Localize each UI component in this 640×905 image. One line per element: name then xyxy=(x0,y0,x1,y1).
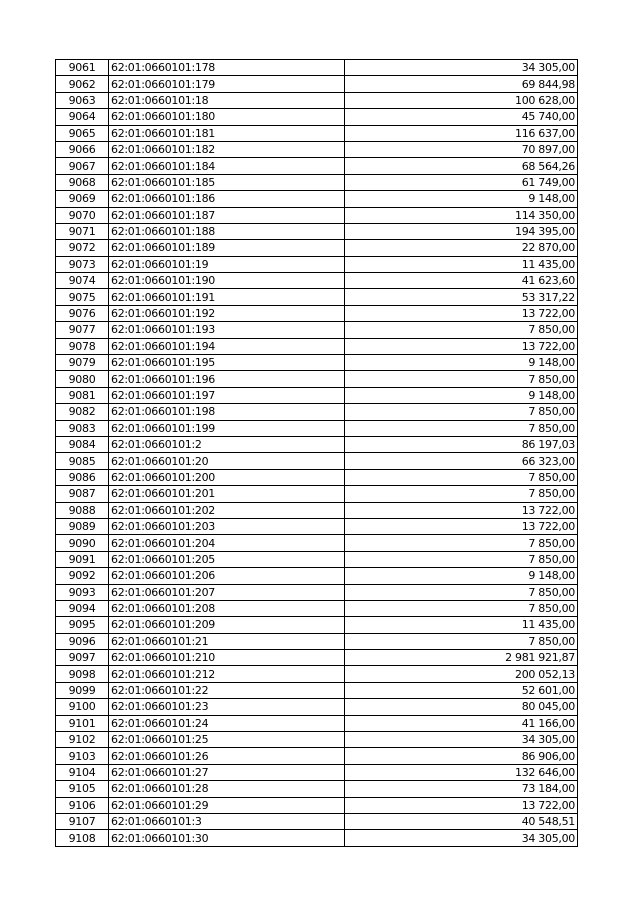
cadastral-number-cell: 62:01:0660101:30 xyxy=(109,830,345,846)
table-row xyxy=(56,764,578,780)
value-cell: 7 850,00 xyxy=(345,584,578,600)
cadastral-number-cell: 62:01:0660101:23 xyxy=(109,699,345,715)
value-cell: 7 850,00 xyxy=(345,551,578,567)
table-row xyxy=(56,420,578,436)
cadastral-number-cell: 62:01:0660101:2 xyxy=(109,436,345,452)
row-number-cell: 9063 xyxy=(56,92,109,108)
value-cell: 7 850,00 xyxy=(345,420,578,436)
row-number-cell: 9076 xyxy=(56,305,109,321)
value-cell: 7 850,00 xyxy=(345,535,578,551)
cadastral-number-cell: 62:01:0660101:212 xyxy=(109,666,345,682)
row-number-cell: 9075 xyxy=(56,289,109,305)
table-row xyxy=(56,355,578,371)
cadastral-number-cell: 62:01:0660101:178 xyxy=(109,60,345,76)
row-number-cell: 9062 xyxy=(56,76,109,92)
value-cell: 86 197,03 xyxy=(345,436,578,452)
cadastral-number-cell: 62:01:0660101:180 xyxy=(109,109,345,125)
value-cell: 9 148,00 xyxy=(345,355,578,371)
row-number-cell: 9064 xyxy=(56,109,109,125)
cadastral-number-cell: 62:01:0660101:189 xyxy=(109,240,345,256)
cadastral-number-cell: 62:01:0660101:188 xyxy=(109,223,345,239)
value-cell: 13 722,00 xyxy=(345,305,578,321)
row-number-cell: 9092 xyxy=(56,568,109,584)
value-cell: 34 305,00 xyxy=(345,732,578,748)
table-row xyxy=(56,387,578,403)
row-number-cell: 9065 xyxy=(56,125,109,141)
cadastral-number-cell: 62:01:0660101:190 xyxy=(109,273,345,289)
table-row xyxy=(56,715,578,731)
row-number-cell: 9070 xyxy=(56,207,109,223)
value-cell: 132 646,00 xyxy=(345,764,578,780)
table-row xyxy=(56,436,578,452)
table-row xyxy=(56,125,578,141)
cadastral-number-cell: 62:01:0660101:201 xyxy=(109,486,345,502)
value-cell: 116 637,00 xyxy=(345,125,578,141)
cadastral-number-cell: 62:01:0660101:195 xyxy=(109,355,345,371)
table-row xyxy=(56,600,578,616)
value-cell: 61 749,00 xyxy=(345,174,578,190)
table-row xyxy=(56,289,578,305)
cadastral-number-cell: 62:01:0660101:26 xyxy=(109,748,345,764)
row-number-cell: 9107 xyxy=(56,813,109,829)
row-number-cell: 9091 xyxy=(56,551,109,567)
row-number-cell: 9089 xyxy=(56,518,109,534)
table-row xyxy=(56,240,578,256)
row-number-cell: 9085 xyxy=(56,453,109,469)
row-number-cell: 9074 xyxy=(56,273,109,289)
row-number-cell: 9072 xyxy=(56,240,109,256)
table-row xyxy=(56,781,578,797)
table-row xyxy=(56,551,578,567)
cadastral-number-cell: 62:01:0660101:185 xyxy=(109,174,345,190)
row-number-cell: 9105 xyxy=(56,781,109,797)
table-row xyxy=(56,797,578,813)
table-row xyxy=(56,223,578,239)
value-cell: 7 850,00 xyxy=(345,486,578,502)
cadastral-number-cell: 62:01:0660101:205 xyxy=(109,551,345,567)
cadastral-number-cell: 62:01:0660101:204 xyxy=(109,535,345,551)
table-row xyxy=(56,682,578,698)
table-row xyxy=(56,141,578,157)
value-cell: 194 395,00 xyxy=(345,223,578,239)
table-row xyxy=(56,813,578,829)
value-cell: 13 722,00 xyxy=(345,518,578,534)
value-cell: 7 850,00 xyxy=(345,322,578,338)
table-row xyxy=(56,256,578,272)
cadastral-number-cell: 62:01:0660101:184 xyxy=(109,158,345,174)
row-number-cell: 9090 xyxy=(56,535,109,551)
cadastral-number-cell: 62:01:0660101:25 xyxy=(109,732,345,748)
row-number-cell: 9099 xyxy=(56,682,109,698)
table-row xyxy=(56,518,578,534)
table-row xyxy=(56,568,578,584)
cadastral-number-cell: 62:01:0660101:3 xyxy=(109,813,345,829)
value-cell: 2 981 921,87 xyxy=(345,650,578,666)
cadastral-number-cell: 62:01:0660101:209 xyxy=(109,617,345,633)
cadastral-number-cell: 62:01:0660101:19 xyxy=(109,256,345,272)
table-row xyxy=(56,699,578,715)
value-cell: 66 323,00 xyxy=(345,453,578,469)
row-number-cell: 9100 xyxy=(56,699,109,715)
table-row xyxy=(56,404,578,420)
table-row xyxy=(56,732,578,748)
value-cell: 53 317,22 xyxy=(345,289,578,305)
row-number-cell: 9083 xyxy=(56,420,109,436)
table-row xyxy=(56,92,578,108)
cadastral-number-cell: 62:01:0660101:192 xyxy=(109,305,345,321)
value-cell: 73 184,00 xyxy=(345,781,578,797)
row-number-cell: 9088 xyxy=(56,502,109,518)
value-cell: 34 305,00 xyxy=(345,830,578,846)
cadastral-number-cell: 62:01:0660101:197 xyxy=(109,387,345,403)
row-number-cell: 9093 xyxy=(56,584,109,600)
cadastral-number-cell: 62:01:0660101:207 xyxy=(109,584,345,600)
table-row xyxy=(56,502,578,518)
cadastral-number-cell: 62:01:0660101:210 xyxy=(109,650,345,666)
cadastral-number-cell: 62:01:0660101:186 xyxy=(109,191,345,207)
cadastral-number-cell: 62:01:0660101:182 xyxy=(109,141,345,157)
row-number-cell: 9073 xyxy=(56,256,109,272)
value-cell: 52 601,00 xyxy=(345,682,578,698)
value-cell: 7 850,00 xyxy=(345,469,578,485)
table-row xyxy=(56,748,578,764)
table-row xyxy=(56,305,578,321)
table-row xyxy=(56,650,578,666)
row-number-cell: 9077 xyxy=(56,322,109,338)
value-cell: 100 628,00 xyxy=(345,92,578,108)
cadastral-number-cell: 62:01:0660101:206 xyxy=(109,568,345,584)
table-row xyxy=(56,617,578,633)
cadastral-number-cell: 62:01:0660101:181 xyxy=(109,125,345,141)
value-cell: 68 564,26 xyxy=(345,158,578,174)
value-cell: 22 870,00 xyxy=(345,240,578,256)
row-number-cell: 9068 xyxy=(56,174,109,190)
row-number-cell: 9081 xyxy=(56,387,109,403)
value-cell: 9 148,00 xyxy=(345,191,578,207)
table-row xyxy=(56,322,578,338)
table-row xyxy=(56,191,578,207)
cadastral-number-cell: 62:01:0660101:191 xyxy=(109,289,345,305)
row-number-cell: 9071 xyxy=(56,223,109,239)
row-number-cell: 9082 xyxy=(56,404,109,420)
row-number-cell: 9069 xyxy=(56,191,109,207)
value-cell: 13 722,00 xyxy=(345,797,578,813)
row-number-cell: 9094 xyxy=(56,600,109,616)
cadastral-number-cell: 62:01:0660101:198 xyxy=(109,404,345,420)
cadastral-number-cell: 62:01:0660101:18 xyxy=(109,92,345,108)
row-number-cell: 9066 xyxy=(56,141,109,157)
row-number-cell: 9079 xyxy=(56,355,109,371)
table-row xyxy=(56,469,578,485)
cadastral-number-cell: 62:01:0660101:24 xyxy=(109,715,345,731)
cadastral-number-cell: 62:01:0660101:29 xyxy=(109,797,345,813)
table-row xyxy=(56,273,578,289)
cadastral-number-cell: 62:01:0660101:199 xyxy=(109,420,345,436)
value-cell: 7 850,00 xyxy=(345,371,578,387)
table-row xyxy=(56,666,578,682)
row-number-cell: 9080 xyxy=(56,371,109,387)
row-number-cell: 9078 xyxy=(56,338,109,354)
table-row xyxy=(56,830,578,846)
cadastral-number-cell: 62:01:0660101:196 xyxy=(109,371,345,387)
table-row xyxy=(56,584,578,600)
table-row xyxy=(56,486,578,502)
row-number-cell: 9098 xyxy=(56,666,109,682)
value-cell: 70 897,00 xyxy=(345,141,578,157)
cadastral-number-cell: 62:01:0660101:21 xyxy=(109,633,345,649)
row-number-cell: 9086 xyxy=(56,469,109,485)
value-cell: 9 148,00 xyxy=(345,387,578,403)
row-number-cell: 9104 xyxy=(56,764,109,780)
value-cell: 7 850,00 xyxy=(345,600,578,616)
cadastral-number-cell: 62:01:0660101:179 xyxy=(109,76,345,92)
cadastral-number-cell: 62:01:0660101:203 xyxy=(109,518,345,534)
row-number-cell: 9095 xyxy=(56,617,109,633)
row-number-cell: 9087 xyxy=(56,486,109,502)
table-row xyxy=(56,453,578,469)
value-cell: 41 166,00 xyxy=(345,715,578,731)
cadastral-number-cell: 62:01:0660101:20 xyxy=(109,453,345,469)
table-row xyxy=(56,174,578,190)
cadastral-number-cell: 62:01:0660101:200 xyxy=(109,469,345,485)
value-cell: 80 045,00 xyxy=(345,699,578,715)
value-cell: 11 435,00 xyxy=(345,617,578,633)
cadastral-number-cell: 62:01:0660101:194 xyxy=(109,338,345,354)
row-number-cell: 9106 xyxy=(56,797,109,813)
row-number-cell: 9097 xyxy=(56,650,109,666)
table-row xyxy=(56,76,578,92)
cadastral-number-cell: 62:01:0660101:22 xyxy=(109,682,345,698)
row-number-cell: 9101 xyxy=(56,715,109,731)
value-cell: 45 740,00 xyxy=(345,109,578,125)
row-number-cell: 9103 xyxy=(56,748,109,764)
value-cell: 13 722,00 xyxy=(345,502,578,518)
row-number-cell: 9061 xyxy=(56,60,109,76)
row-number-cell: 9102 xyxy=(56,732,109,748)
row-number-cell: 9096 xyxy=(56,633,109,649)
cadastral-number-cell: 62:01:0660101:187 xyxy=(109,207,345,223)
value-cell: 114 350,00 xyxy=(345,207,578,223)
table-row xyxy=(56,207,578,223)
value-cell: 7 850,00 xyxy=(345,404,578,420)
cadastral-number-cell: 62:01:0660101:202 xyxy=(109,502,345,518)
row-number-cell: 9084 xyxy=(56,436,109,452)
table-row xyxy=(56,633,578,649)
value-cell: 13 722,00 xyxy=(345,338,578,354)
row-number-cell: 9067 xyxy=(56,158,109,174)
value-cell: 34 305,00 xyxy=(345,60,578,76)
value-cell: 7 850,00 xyxy=(345,633,578,649)
value-cell: 9 148,00 xyxy=(345,568,578,584)
cadastral-number-cell: 62:01:0660101:193 xyxy=(109,322,345,338)
table-row xyxy=(56,535,578,551)
row-number-cell: 9108 xyxy=(56,830,109,846)
table-row xyxy=(56,338,578,354)
table-row xyxy=(56,371,578,387)
table-row xyxy=(56,60,578,76)
cadastral-number-cell: 62:01:0660101:28 xyxy=(109,781,345,797)
table-row xyxy=(56,158,578,174)
value-cell: 41 623,60 xyxy=(345,273,578,289)
value-cell: 40 548,51 xyxy=(345,813,578,829)
value-cell: 86 906,00 xyxy=(345,748,578,764)
value-cell: 69 844,98 xyxy=(345,76,578,92)
cadastral-number-cell: 62:01:0660101:208 xyxy=(109,600,345,616)
value-cell: 200 052,13 xyxy=(345,666,578,682)
table-row xyxy=(56,109,578,125)
table-body xyxy=(56,60,578,847)
value-cell: 11 435,00 xyxy=(345,256,578,272)
cadastral-value-table xyxy=(55,59,578,847)
cadastral-number-cell: 62:01:0660101:27 xyxy=(109,764,345,780)
